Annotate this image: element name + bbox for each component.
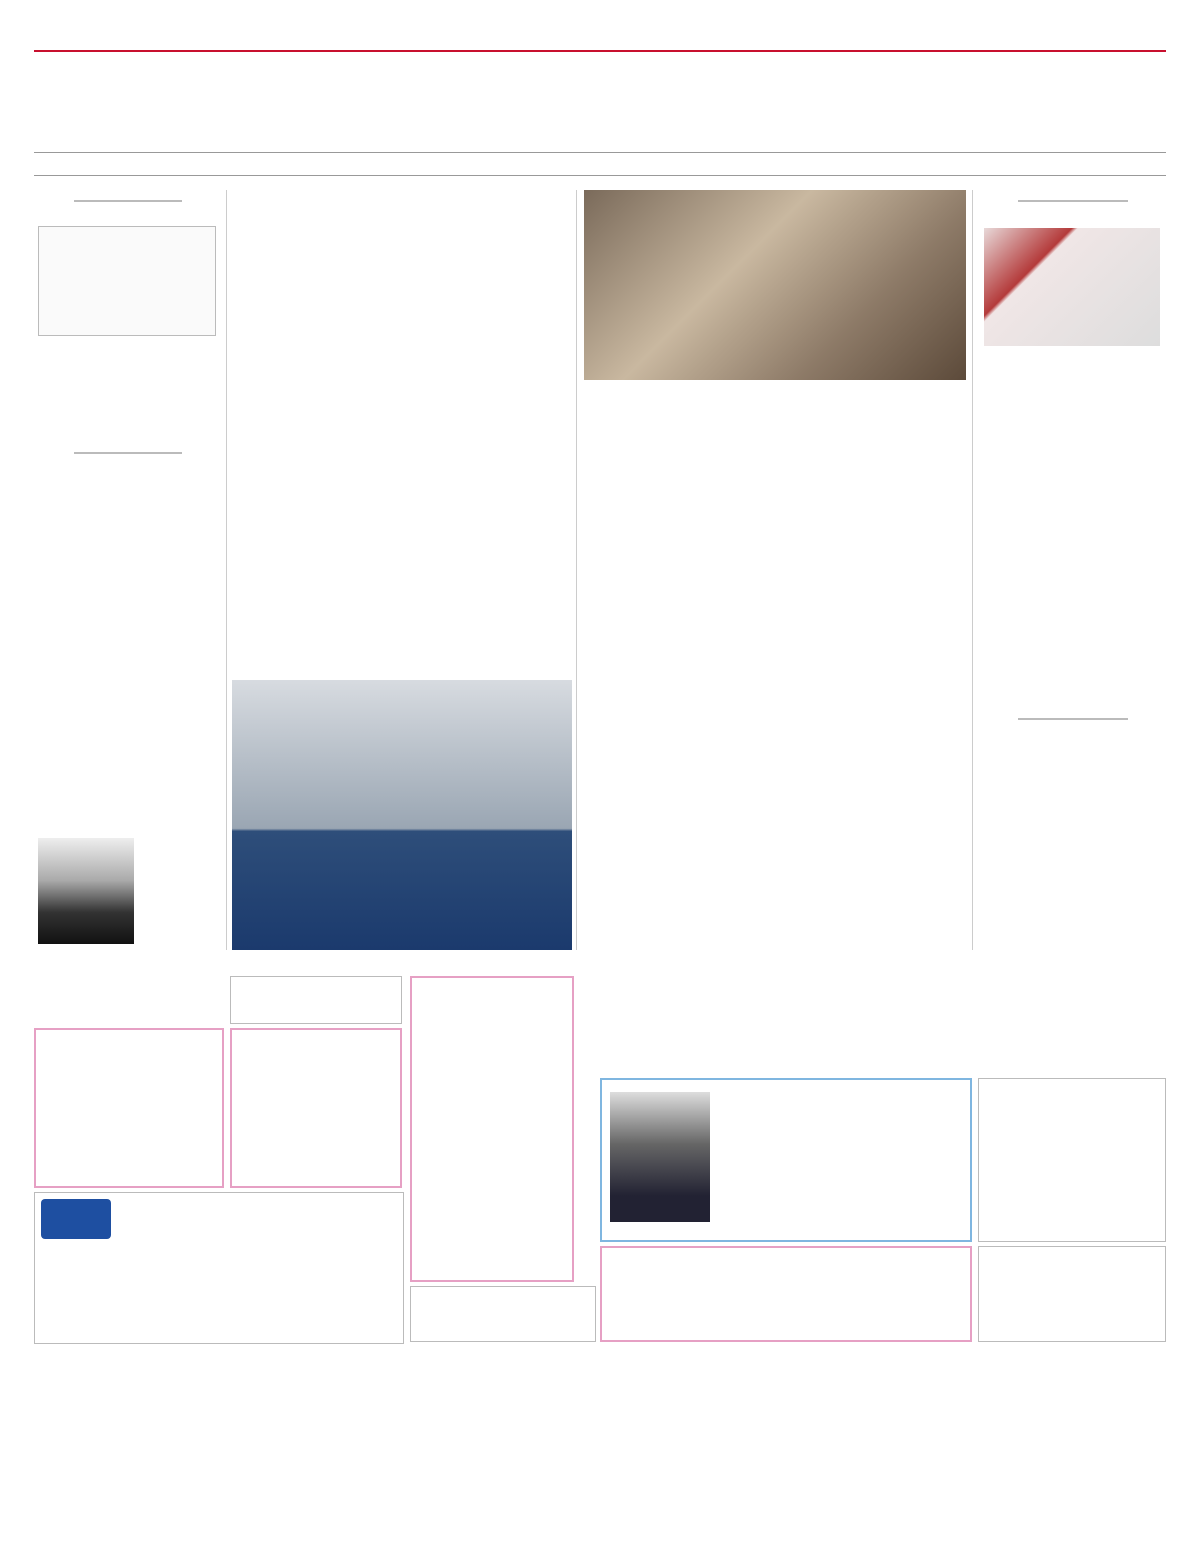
info-col-2 xyxy=(300,66,400,150)
ad-legal-notice-2 xyxy=(978,1246,1166,1342)
lead-body-col1 xyxy=(840,440,966,710)
lead-body-col3 xyxy=(584,440,706,940)
lead-body-cont xyxy=(710,710,966,950)
info-col-4 xyxy=(180,66,238,150)
face-body-end xyxy=(138,838,216,938)
ad-tender-extension xyxy=(34,1192,404,1344)
tweet-card xyxy=(38,226,216,336)
lead-body-col2 xyxy=(710,440,836,710)
zarghami-photo xyxy=(584,190,966,380)
info-col-1 xyxy=(400,66,460,150)
info-col-3 xyxy=(238,66,300,150)
face-section-tag xyxy=(74,452,182,454)
ad-bride xyxy=(34,1028,224,1188)
velayati-photo xyxy=(38,838,134,944)
grossi-photo xyxy=(232,680,572,950)
ad-son-content xyxy=(714,1086,970,1092)
qa-body xyxy=(584,988,964,1048)
column-rule-left xyxy=(226,190,227,950)
ad-layout-unit xyxy=(230,976,402,1024)
grossi-body-col2 xyxy=(232,260,398,680)
hadith-box xyxy=(760,72,1166,142)
ikco-logo xyxy=(41,1199,111,1239)
masthead-top-rule xyxy=(34,50,1166,52)
info-col-6 xyxy=(38,66,110,150)
tweet-section-tag xyxy=(74,200,182,202)
ad-son xyxy=(600,1078,972,1242)
column-rule-middle xyxy=(576,190,577,950)
ad-shima xyxy=(230,1028,402,1188)
face-body xyxy=(38,496,216,836)
prayer-times-strip xyxy=(34,152,1166,176)
right-column xyxy=(978,190,1166,950)
tweet-translation xyxy=(38,342,216,402)
ad-legal-notice xyxy=(978,1078,1166,1242)
echo-item-1 xyxy=(982,742,1162,872)
ad-grandchild xyxy=(410,976,574,1282)
ad-son-photo xyxy=(610,1092,710,1222)
press-section-tag xyxy=(1018,200,1128,202)
column-rule-right xyxy=(972,190,973,950)
press-item-javan xyxy=(982,646,1162,710)
echo-section-tag xyxy=(1018,718,1128,720)
press-thumbnail xyxy=(984,228,1160,346)
left-column xyxy=(34,190,220,950)
ad-lost-deed xyxy=(410,1286,596,1342)
ad-brother xyxy=(600,1246,972,1342)
info-col-5 xyxy=(110,66,176,150)
masthead-logo xyxy=(480,66,720,146)
press-item-arman xyxy=(982,496,1162,646)
echo-item-2 xyxy=(982,874,1162,950)
press-item-etemad xyxy=(982,354,1162,494)
